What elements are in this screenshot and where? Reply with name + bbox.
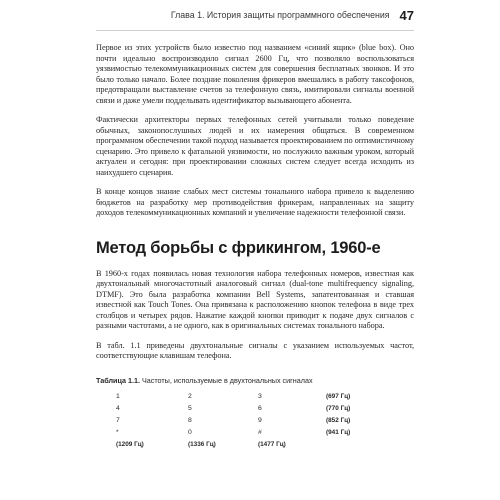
table-caption-text: Частоты, используемые в двухтональных сигналах	[141, 375, 313, 385]
table-cell: 7	[116, 417, 120, 424]
dtmf-frequency-table	[96, 391, 386, 451]
table-cell: 0	[188, 429, 192, 436]
table-caption-label: Таблица 1.1.	[96, 375, 140, 385]
column-frequency: (1336 Гц)	[188, 441, 216, 448]
table-row	[96, 391, 386, 403]
table-cell: 8	[188, 417, 192, 424]
table-row	[96, 403, 386, 415]
table-cell: 1	[116, 393, 120, 400]
table-caption	[96, 376, 414, 385]
row-frequency: (770 Гц)	[326, 405, 351, 412]
column-frequency: (1209 Гц)	[116, 441, 144, 448]
paragraph: Фактически архитекторы первых телефонных сетей учитывали только поведение обычных, законопослушных людей и их намерения общаться. В современном программном обеспечении такой подход называется проектированием по оптимистичному сценарию. Это привело к фатальной уязвимости, но послужило важным уроком, который актуален и сегодня: при проектировании сложных систем следует всегда исходить из наихудшего сценария.	[96, 115, 414, 177]
section-heading: Метод борьбы с фрикингом, 1960-е	[96, 238, 381, 257]
table-cell: 4	[116, 405, 120, 412]
table-footer-row	[96, 439, 386, 451]
row-frequency: (852 Гц)	[326, 417, 351, 424]
page-number: 47	[399, 7, 414, 23]
table-cell	[306, 439, 386, 451]
table-cell: #	[258, 429, 262, 436]
running-header	[96, 0, 414, 31]
column-frequency: (1477 Гц)	[258, 441, 286, 448]
paragraph: В 1960-х годах появилась новая технология набора телефонных номеров, известная как двухтональный многочастотный аналоговый сигнал (dual-tone multifrequency signaling, DTMF). Это была разработка компании Bell Systems, запатентованная и ставшая известной как Touch Tones. Она привязана к расположению кнопок телефона в виде трех столбцов и четырех рядов. Нажатие каждой кнопки приводит к подаче двух сигналов с разными частотами, а не одного, как в оригинальных системах тонального набора.	[96, 268, 414, 330]
table-cell: 6	[258, 405, 262, 412]
table-row	[96, 415, 386, 427]
table-row	[96, 427, 386, 439]
row-frequency: (697 Гц)	[326, 393, 351, 400]
chapter-title: Глава 1. История защиты программного обеспечения	[170, 10, 390, 20]
page-body	[96, 43, 414, 451]
table-cell: *	[116, 429, 119, 436]
table-cell: 2	[188, 393, 192, 400]
table-cell: 9	[258, 417, 262, 424]
paragraph: В табл. 1.1 приведены двухтональные сигналы с указанием используемых частот, соответствующие клавишам телефона.	[96, 340, 414, 360]
row-frequency: (941 Гц)	[326, 429, 351, 436]
paragraph: Первое из этих устройств было известно под названием «синий ящик» (blue box). Оно почти идеально воспроизводило сигнал 2600 Гц, что позволяло воспользоваться уязвимостью телекоммуникационных систем для совершения бесплатных звонков. И это было только начало. Более поздние поколения фрикеров вмешались в работу таксофонов, предотвращали выставление счетов за телефонную связь, имитировали сигналы военной связи и даже умели подделывать идентификатор вызывающего абонента.	[96, 43, 414, 105]
table-cell: 3	[258, 393, 262, 400]
paragraph: В конце концов знание слабых мест системы тонального набора привело к выделению бюджетов на разработку мер противодействия фрикерам, направленных на защиту доходов телекоммуникационных компаний и увеличение надежности телефонной связи.	[96, 187, 414, 217]
table-cell: 5	[188, 405, 192, 412]
